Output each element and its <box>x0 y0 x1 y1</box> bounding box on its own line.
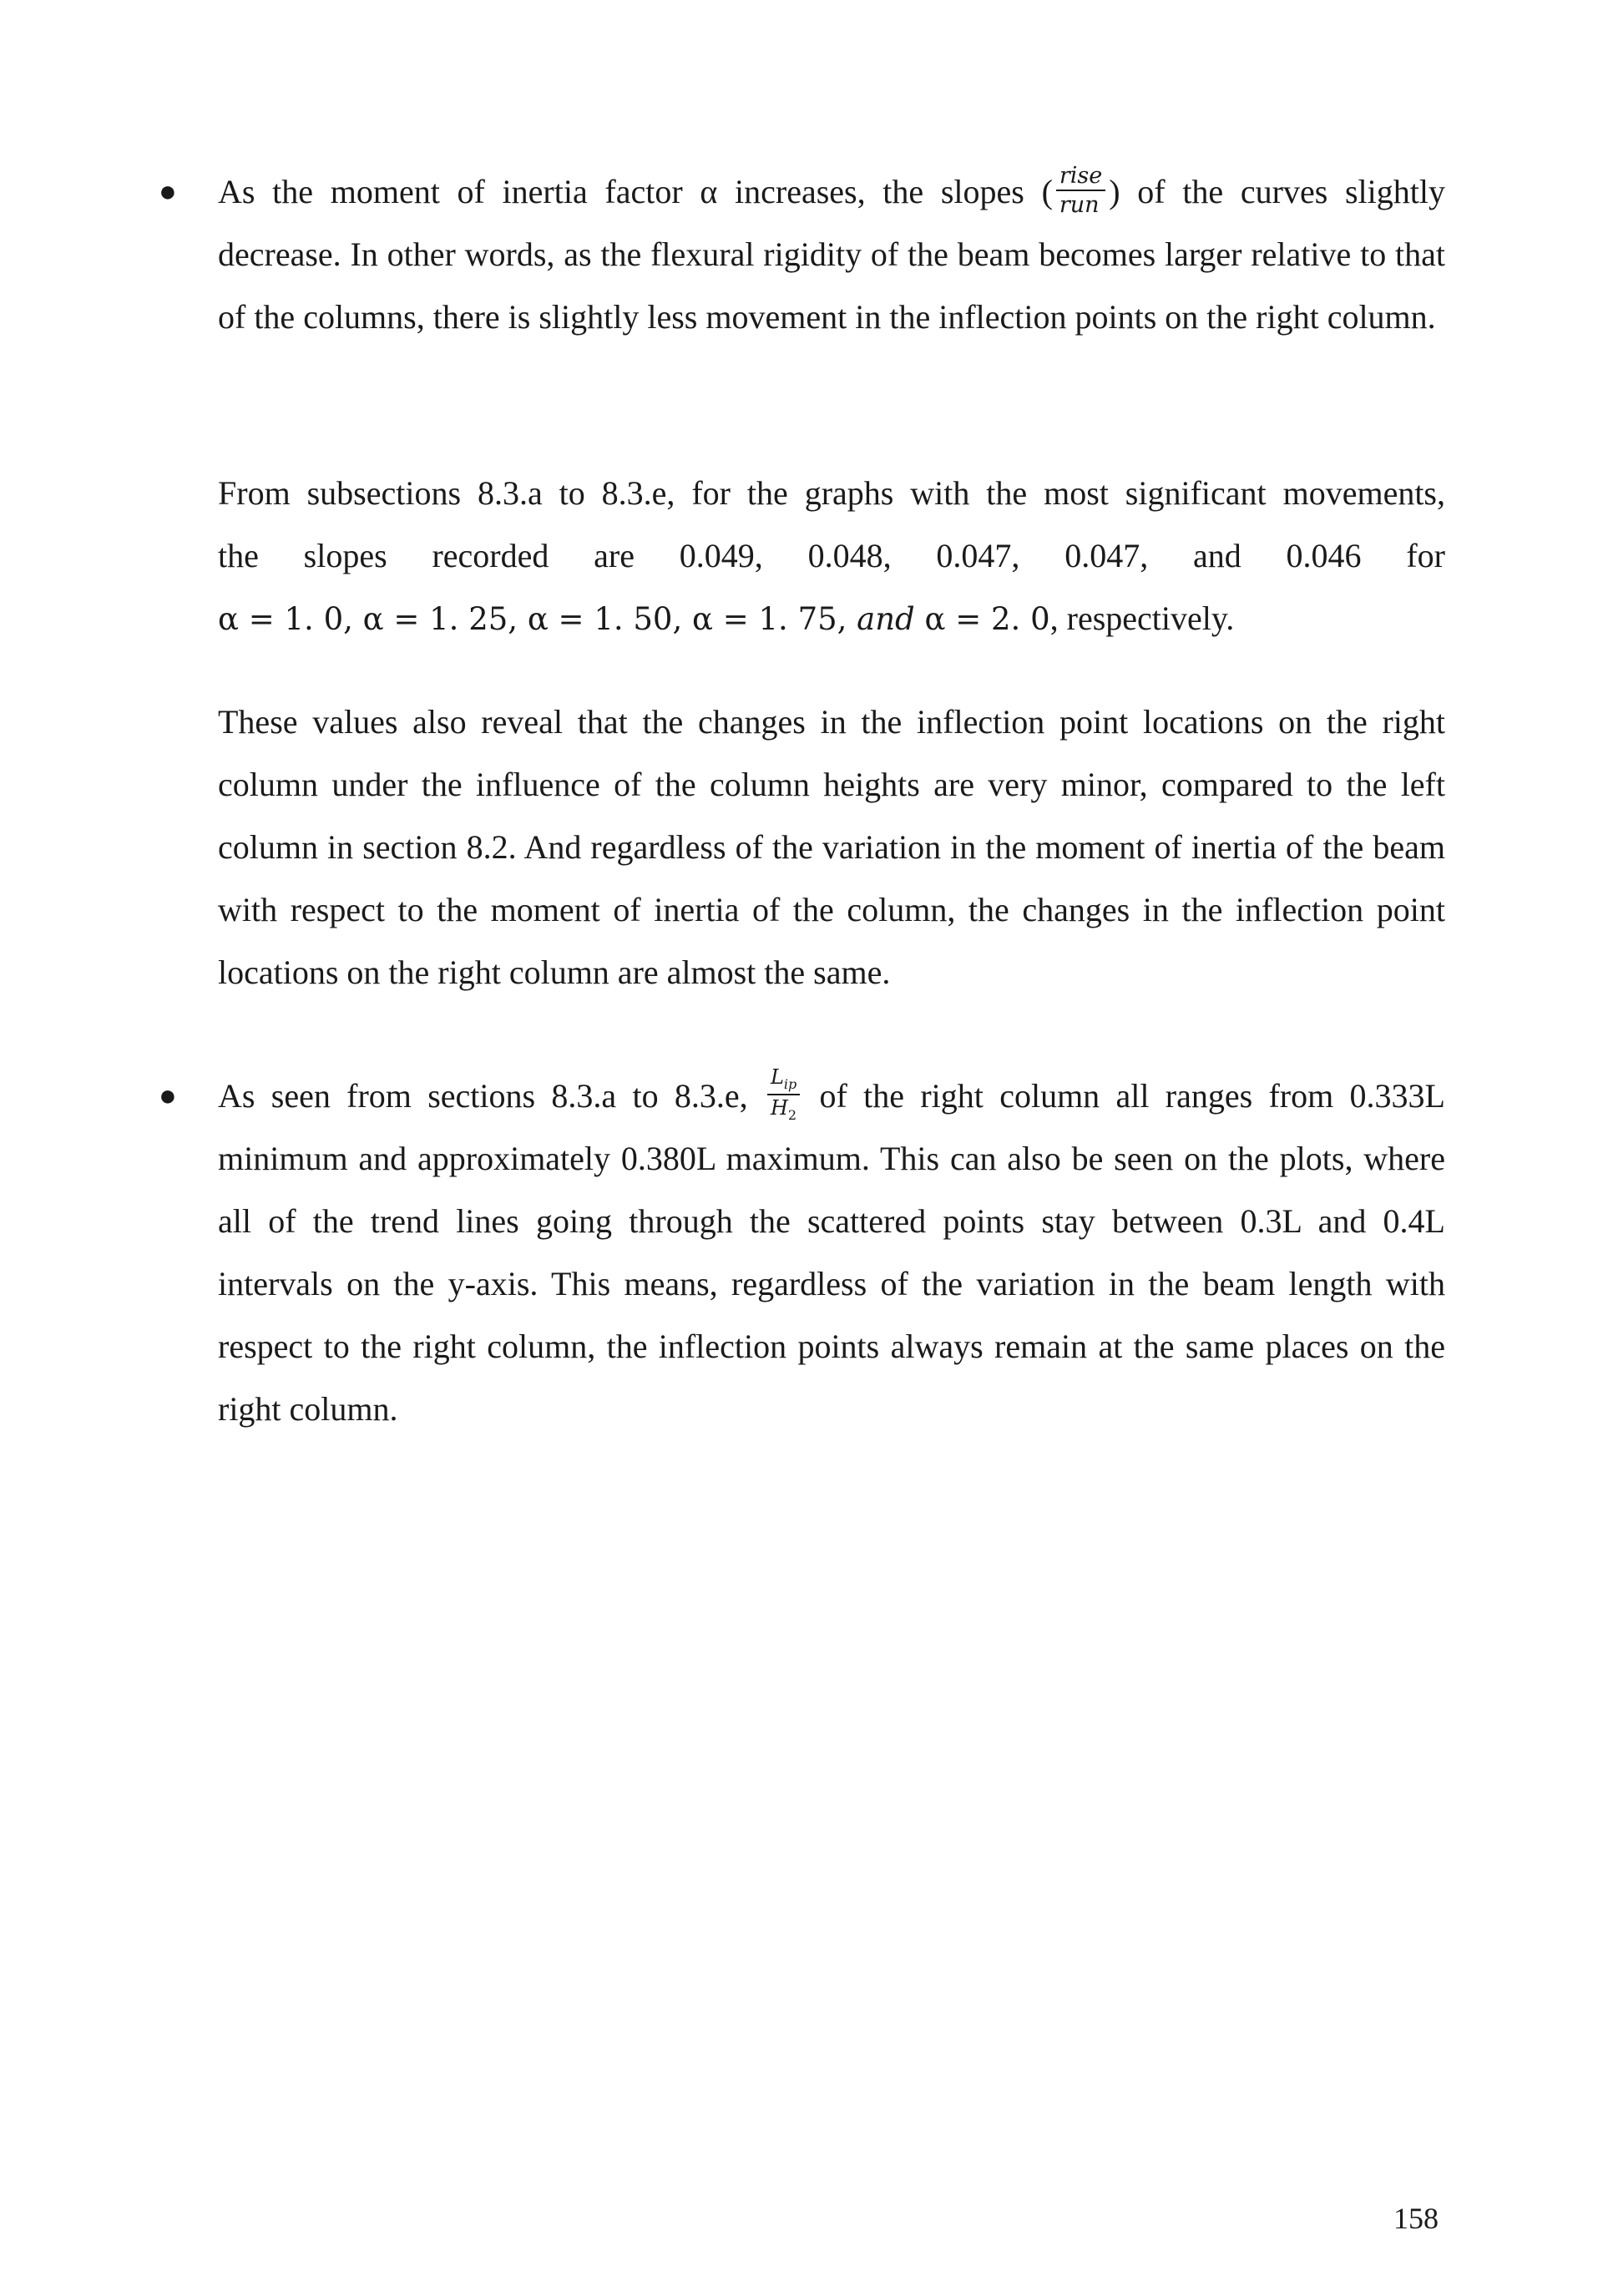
rise-run-fraction <box>1056 164 1105 216</box>
paragraph-minor-changes: These values also reveal that the changes in the inflection point locations on the right column under the influence of the column heights are very minor, compared to the left column in section 8.2. And regardless of the variation in the moment of inertia of the beam with respect to the moment of inertia of the column, the changes in the inflection point locations on the right column are almost the same. <box>218 703 1445 991</box>
alpha-values-last: α = 2. 0 <box>914 601 1050 637</box>
lip-over-h2-fraction <box>767 1067 800 1122</box>
alpha-slope-tail: ) of the curves slightly <box>1109 173 1446 210</box>
fraction-denominator <box>767 1095 800 1122</box>
h-base: H <box>770 1095 788 1120</box>
bullet-2: ● <box>159 1079 177 1112</box>
alpha-values-and: and <box>857 601 915 637</box>
paragraph-alpha-slope <box>218 160 1445 348</box>
slopes-line-3 <box>218 599 1234 637</box>
page-number: 158 <box>1393 2202 1439 2235</box>
lip-ratio-lead: As seen from sections 8.3.a to 8.3.e, <box>218 1077 764 1115</box>
lip-ratio-tail: of the right column all ranges from 0.333L <box>803 1077 1445 1115</box>
lip-subscript: ip <box>783 1075 797 1092</box>
paragraph-slopes-recorded <box>218 462 1445 650</box>
fraction-numerator <box>767 1067 800 1095</box>
lip-ratio-rest: minimum and approximately 0.380L maximum. This can also be seen on the plots, where all of the trend lines going through the scattered points stay between 0.3L and 0.4L intervals on the y-axis. This means, regardless of the variation in the beam length with respect to the right column, the inflection points always remain at the same places on the right column. <box>218 1140 1445 1428</box>
paragraph-lip-ratio <box>218 1065 1445 1440</box>
alpha-slope-lead: As the moment of inertia factor α increases, the slopes ( <box>218 173 1053 210</box>
paragraph-alpha-slope-first-line <box>218 160 1445 223</box>
alpha-slope-rest: decrease. In other words, as the flexural rigidity of the beam becomes larger relative to that of the columns, there is slightly less movement in the inflection points on the right column. <box>218 235 1445 336</box>
fraction-denominator: run <box>1059 191 1100 218</box>
h-subscript: 2 <box>787 1106 797 1123</box>
fraction-numerator: rise <box>1056 164 1105 191</box>
slopes-tail: , respectively. <box>1049 599 1235 637</box>
slopes-line-1: From subsections 8.3.a to 8.3.e, for the graphs with the most significant movements, <box>218 474 1445 512</box>
slopes-line-2: the slopes recorded are 0.049, 0.048, 0.047, 0.047, and 0.046 for <box>218 537 1445 574</box>
alpha-values-math: α = 1. 0, α = 1. 25, α = 1. 50, α = 1. 75, <box>218 601 857 637</box>
lip-base: L <box>770 1065 784 1090</box>
bullet-1: ● <box>159 174 177 208</box>
paragraph-lip-ratio-first-line <box>218 1065 1445 1127</box>
